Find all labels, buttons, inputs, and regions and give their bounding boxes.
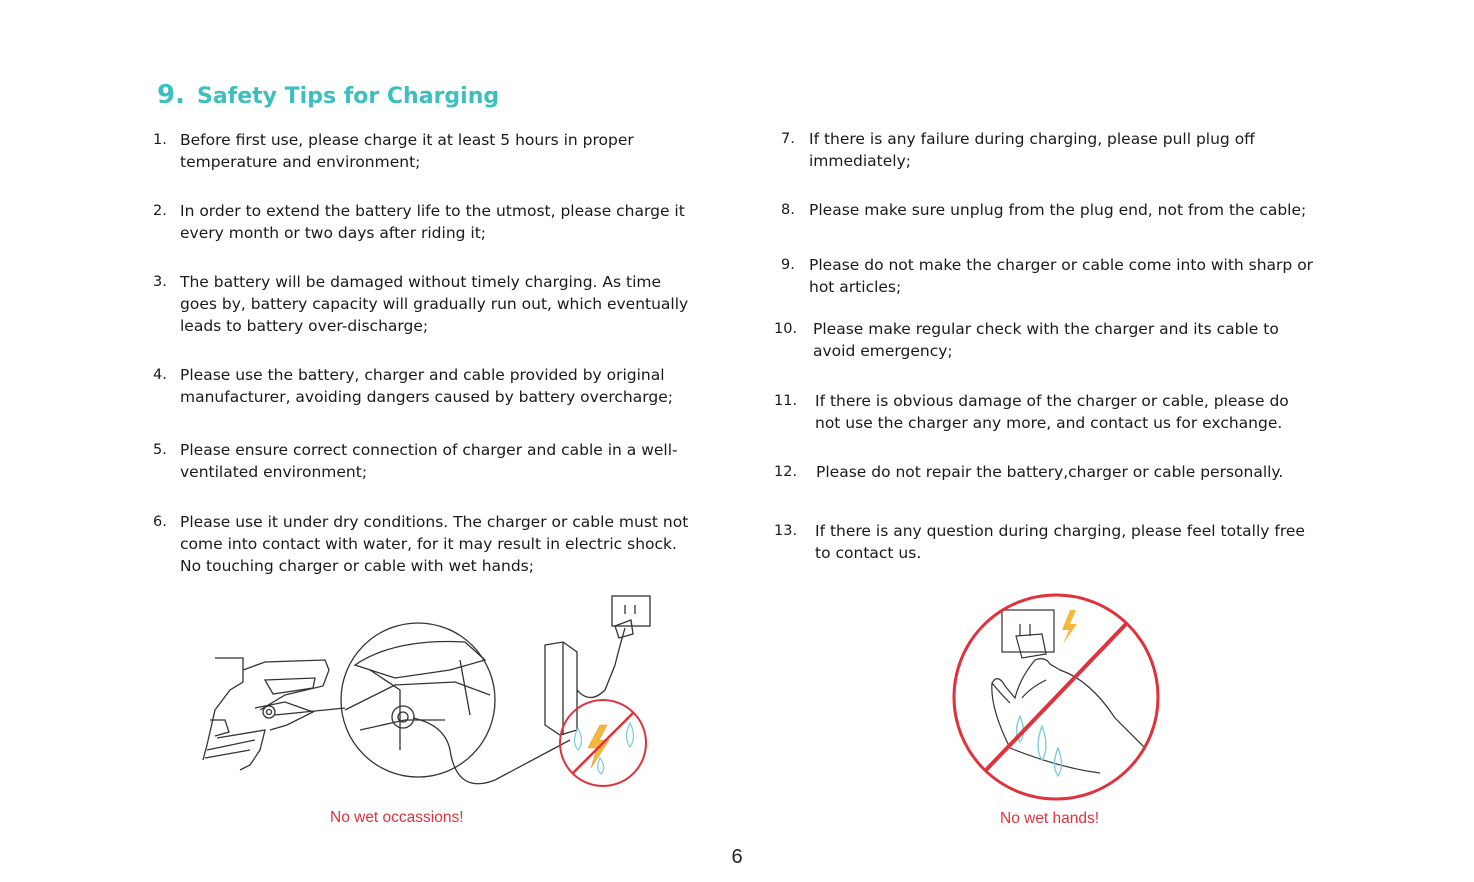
- tip-item: [153, 200, 685, 244]
- tip-text: If there is any failure during charging, please pull plug off immediately;: [809, 130, 1255, 170]
- tip-item: [774, 390, 1289, 434]
- tip-text: Please ensure correct connection of charger and cable in a well- ventilated environment;: [180, 441, 678, 481]
- tip-item: [153, 439, 678, 483]
- charger-cord: [577, 628, 625, 698]
- tip-number: 1.: [153, 132, 167, 148]
- tip-item: [774, 520, 1305, 564]
- charger-brick: [545, 642, 577, 735]
- charge-port-small-icon: [263, 706, 275, 718]
- tip-number: 2.: [153, 203, 167, 219]
- wall-plug: [615, 620, 633, 638]
- charge-port-icon: [392, 706, 414, 728]
- scooter-frame-line: [203, 658, 243, 760]
- section-number: 9.: [157, 80, 185, 110]
- tip-item: [774, 461, 1283, 483]
- wall-plug: [1016, 634, 1046, 658]
- tip-text: Please do not make the charger or cable come into with sharp or hot articles;: [809, 256, 1314, 296]
- tip-item: [781, 128, 1255, 172]
- scooter-frame-line: [210, 720, 229, 736]
- tip-item: [774, 318, 1279, 362]
- tip-text: The battery will be damaged without timely charging. As time goes by, battery capacity will gradually run out, which eventually leads to battery over-discharge;: [180, 273, 689, 335]
- tip-number: 9.: [781, 257, 795, 273]
- tip-number: 3.: [153, 274, 167, 290]
- scooter-frame-line: [265, 678, 315, 694]
- prohibited-sign-icon: [954, 595, 1158, 799]
- tip-number: 12.: [774, 464, 798, 480]
- hand-outline: [992, 659, 1145, 748]
- section-title: Safety Tips for Charging: [196, 84, 500, 109]
- page-number: 6: [731, 846, 743, 868]
- tip-number: 5.: [153, 442, 167, 458]
- tip-text: Please make sure unplug from the plug end, not from the cable;: [809, 201, 1307, 219]
- charger-scooter-illustration: [195, 590, 665, 800]
- tip-number: 6.: [153, 514, 167, 530]
- water-drops-icon: [1017, 716, 1062, 776]
- tip-number: 10.: [774, 321, 798, 337]
- tip-item: [153, 511, 688, 577]
- tip-text: Please make regular check with the charger and its cable to avoid emergency;: [813, 320, 1279, 360]
- tip-item: [781, 254, 1313, 298]
- tip-number: 8.: [781, 202, 795, 218]
- tip-item: [153, 271, 688, 337]
- caption-left: No wet occassions!: [330, 809, 464, 826]
- tip-text: If there is any question during charging, please feel totally free to contact us.: [815, 522, 1305, 562]
- tip-text: If there is obvious damage of the charger or cable, please do not use the charger any more, and contact us for exchange.: [815, 392, 1289, 432]
- tip-text: Please use the battery, charger and cable provided by original manufacturer, avoiding dangers caused by battery overcharge;: [180, 366, 673, 406]
- tip-item: [153, 364, 673, 408]
- tip-item: [781, 199, 1306, 221]
- tip-number: 7.: [781, 131, 795, 147]
- tip-text: In order to extend the battery life to the utmost, please charge it every month or two days after riding it;: [180, 202, 685, 242]
- tip-text: Please do not repair the battery,charger or cable personally.: [816, 463, 1284, 481]
- lightning-bolt-icon: [1062, 610, 1077, 644]
- wall-socket: [1002, 610, 1054, 652]
- tip-number: 11.: [774, 393, 798, 409]
- caption-right: No wet hands!: [1000, 810, 1100, 827]
- tip-number: 4.: [153, 367, 167, 383]
- tip-item: [153, 129, 634, 173]
- charger-cable: [413, 718, 570, 784]
- tip-text: Please use it under dry conditions. The charger or cable must not come into contact with water, for it may result in electric shock. No touching charger or cable with wet hands;: [180, 513, 689, 575]
- wet-hand-prohibited-illustration: [950, 598, 1162, 800]
- no-wet-sign-icon: [560, 700, 646, 786]
- scooter-frame-line: [217, 730, 265, 770]
- section-heading: [157, 80, 499, 110]
- tip-text: Before first use, please charge it at least 5 hours in proper temperature and environment;: [180, 131, 634, 171]
- tip-number: 13.: [774, 523, 798, 539]
- scooter-frame-line: [205, 740, 255, 758]
